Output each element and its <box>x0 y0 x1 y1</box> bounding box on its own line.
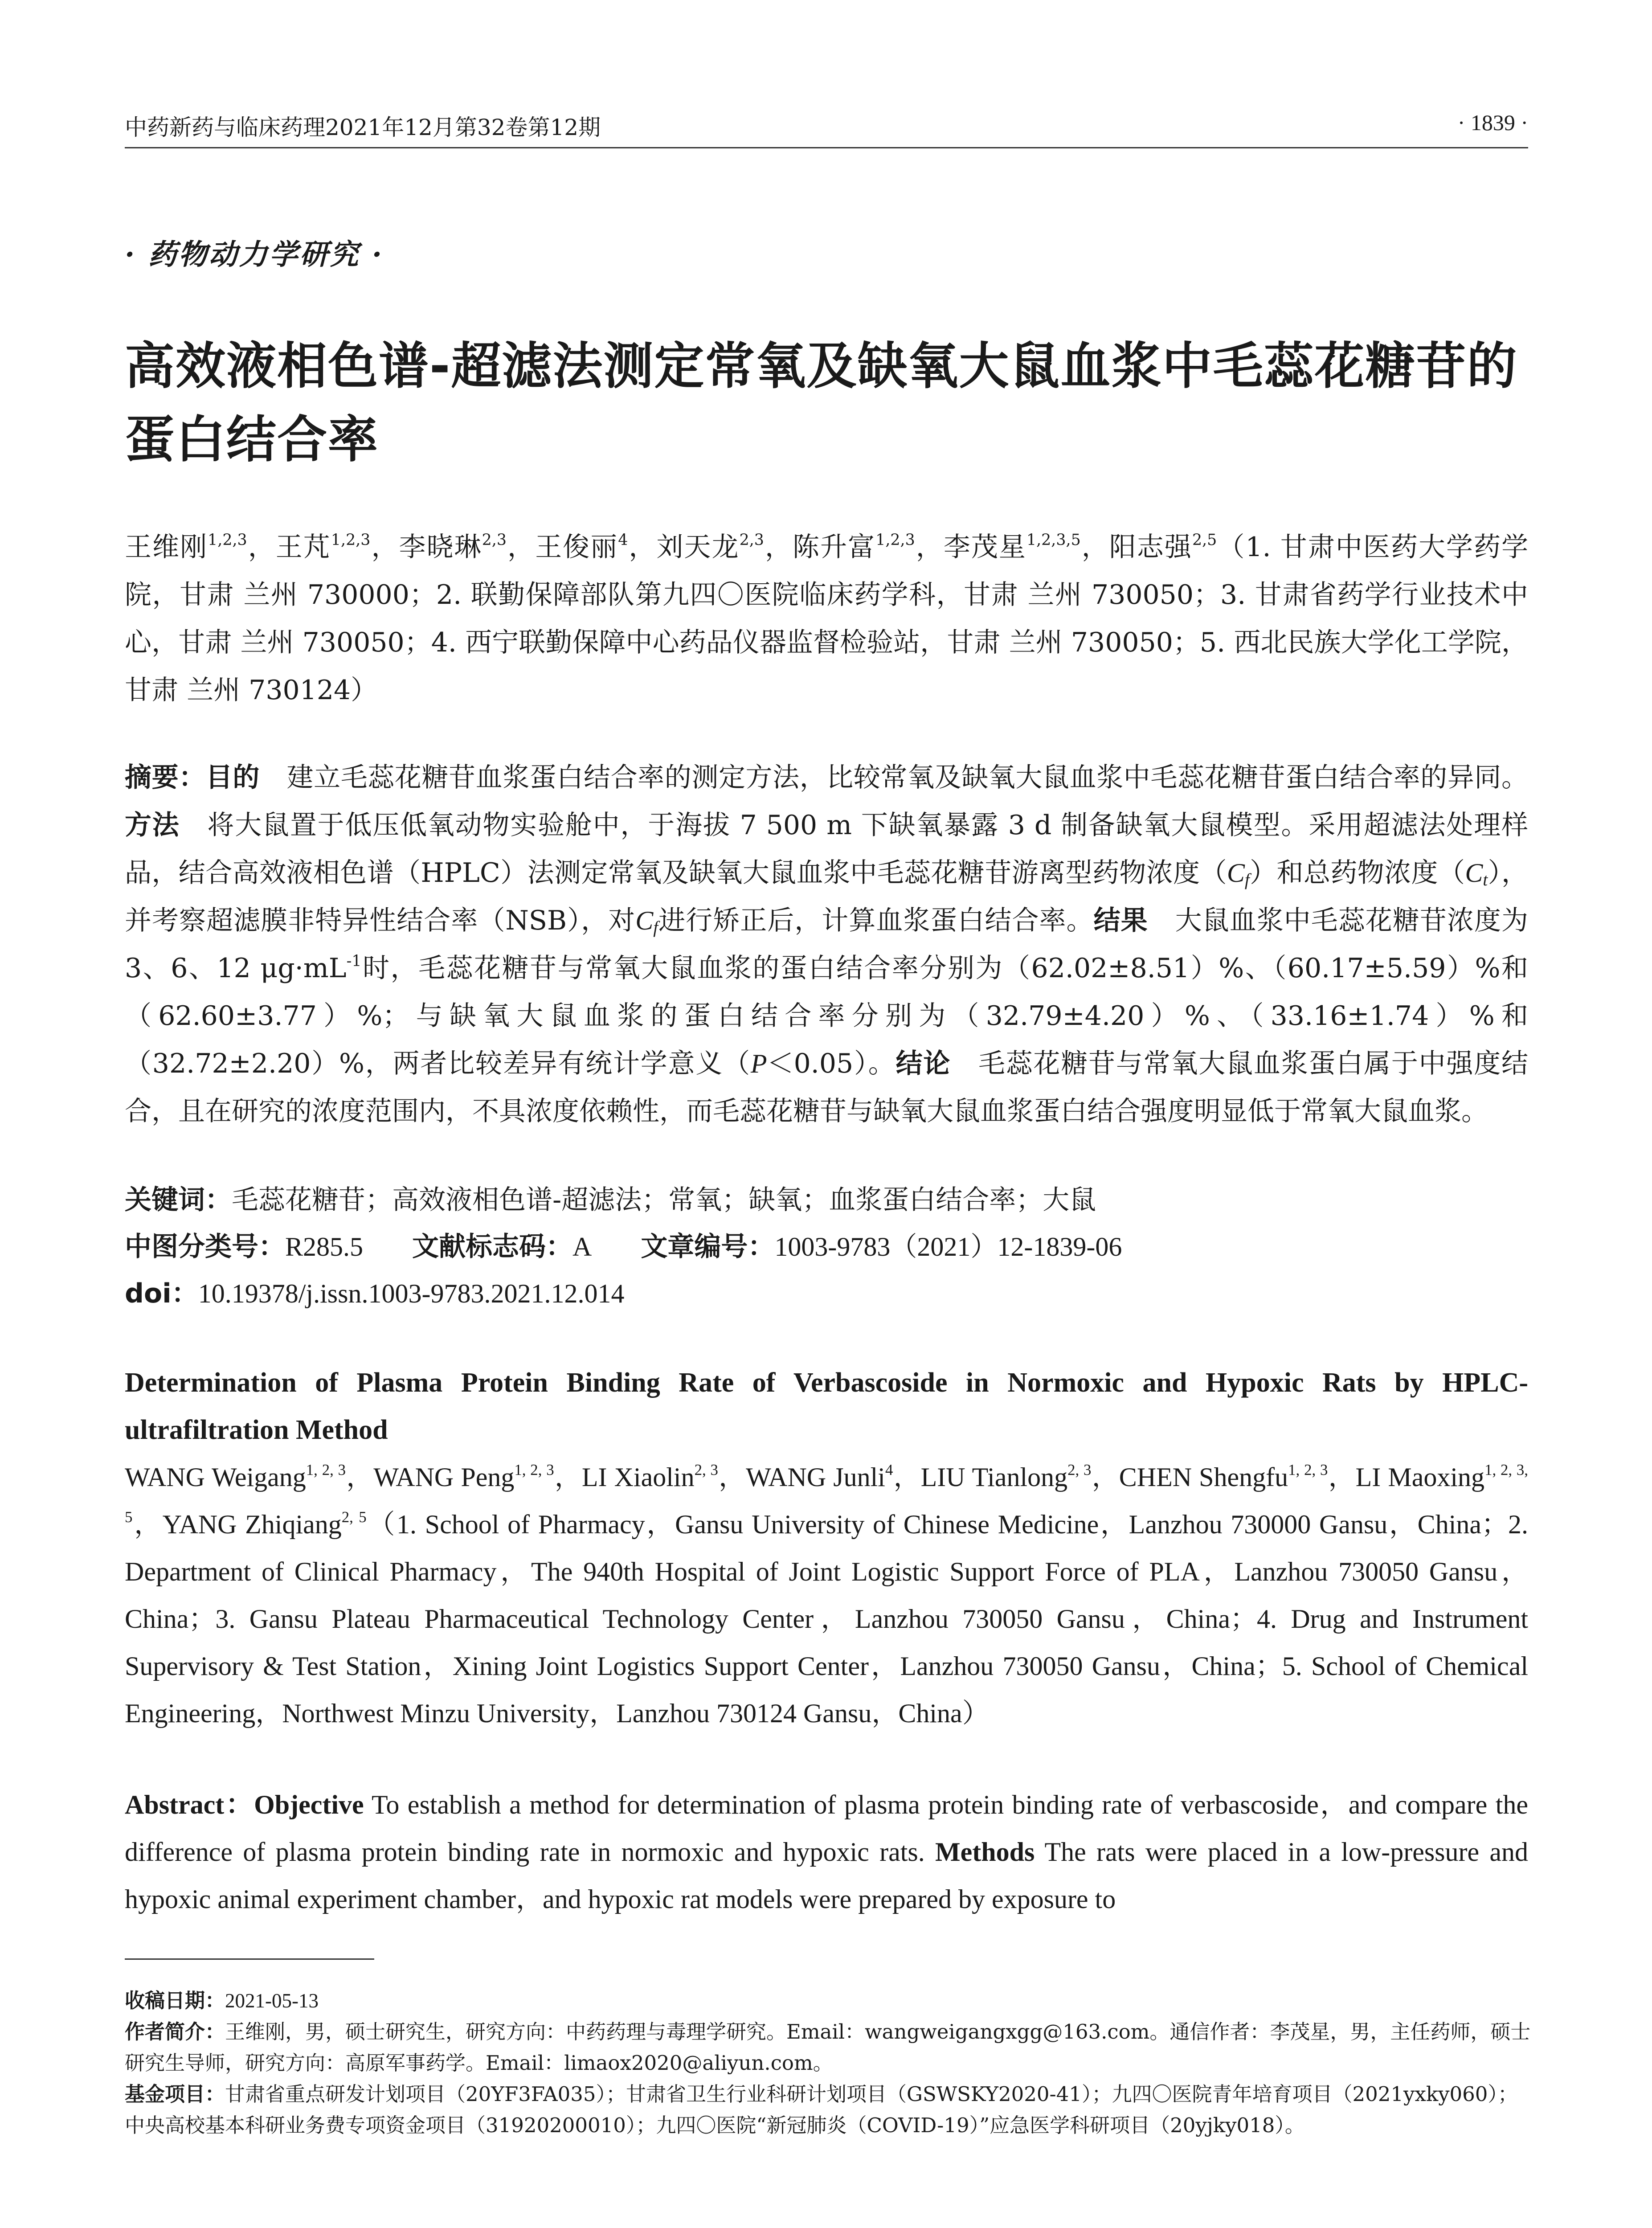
symbol-cf: C <box>1227 858 1245 888</box>
author-affil: 2,5 <box>1192 531 1217 549</box>
classification-line <box>125 1225 1528 1269</box>
article-number-value: 1003-9783（2021）12-1839-06 <box>774 1232 1122 1261</box>
author-affil: 2,3 <box>482 531 507 549</box>
symbol-cf-sub: f <box>653 917 658 937</box>
conclusion-text: 毛蕊花糖苷与常氧大鼠血浆蛋白属于中强度结合，且在研究的浓度范围内，不具浓度依赖性，而毛蕊花糖苷与缺氧大鼠血浆蛋白结合强度明显低于常氧大鼠血浆。 <box>125 1048 1529 1127</box>
author-affil: 1,2,3,5 <box>1026 531 1081 549</box>
author-affil: 1, 2, 3 <box>306 1461 346 1479</box>
author: ，LI Xiaolin <box>554 1462 695 1492</box>
keywords <box>125 1176 1528 1224</box>
doi-label: doi： <box>125 1278 198 1309</box>
author: ，李晓琳 <box>370 532 482 563</box>
doi-link[interactable]: 10.19378/j.issn.1003-9783.2021.12.014 <box>198 1279 625 1308</box>
conclusion-label: 结论 <box>896 1048 951 1079</box>
author-affil: 2, 3 <box>694 1461 718 1479</box>
journal-info: 中药新药与临床药理2021年12月第32卷第12期 <box>125 115 601 140</box>
author-affil: 1,2,3 <box>875 531 915 549</box>
objective-text: 建立毛蕊花糖苷血浆蛋白结合率的测定方法，比较常氧及缺氧大鼠血浆中毛蕊花糖苷蛋白结合率的异同。 <box>259 762 1529 793</box>
author: ，阳志强 <box>1080 532 1192 563</box>
author: ，WANG Peng <box>346 1462 515 1492</box>
fund-text: 甘肃省重点研发计划项目（20YF3FA035）；甘肃省卫生行业科研计划项目（GSWSKY2020-41）；九四〇医院青年培育项目（2021yxky060）；中央高校基本科研业务费专项资金项目（31920200010）；九四〇医院“新冠肺炎（COVID-19）”应急医学科研项目（20yjky018）。 <box>125 2082 1518 2137</box>
section-label: · 药物动力学研究 · <box>125 238 384 271</box>
author: ，陈升富 <box>764 532 876 563</box>
author: ，CHEN Shengfu <box>1091 1462 1288 1492</box>
results-text: ＜0.05）。 <box>767 1048 896 1079</box>
methods-label: 方法 <box>125 810 180 841</box>
abstract-label: Abstract： <box>125 1790 254 1819</box>
article-number-label: 文章编号： <box>641 1231 775 1262</box>
author: ，YANG Zhiqiang <box>132 1510 342 1539</box>
author-affil: 1, 2, 3 <box>1288 1461 1328 1479</box>
symbol-ct-sub: t <box>1483 870 1488 889</box>
symbol-p: P <box>750 1049 767 1078</box>
footnotes <box>125 1985 1533 2141</box>
clc-value: R285.5 <box>285 1232 364 1261</box>
author: ，WANG Junli <box>718 1462 885 1492</box>
methods-text: The rats were placed in a low-pressure and hypoxic animal experiment chamber，and hypoxic rat models were prepared by exposure to <box>125 1837 1528 1914</box>
funding <box>125 2079 1533 2141</box>
objective-label: Objective <box>254 1790 364 1819</box>
header-rule <box>125 147 1528 148</box>
affiliations-cn: （1. 甘肃中医药大学药学院，甘肃 兰州 730000；2. 联勤保障部队第九四〇医院临床药学科，甘肃 兰州 730050；3. 甘肃省药学行业技术中心，甘肃 兰州 730050；4. 西宁联勤保障中心药品仪器监督检验站，甘肃 兰州 730050；5. 西北民族大学化工学院，甘肃 兰州 730124） <box>125 532 1529 706</box>
objective-text: To establish a method for determination of plasma protein binding rate of verbascoside，and compare the difference of plasma protein binding rate in normoxic and hypoxic rats. <box>125 1790 1528 1867</box>
author-affil: 2,3 <box>739 531 764 549</box>
abstract-label: 摘要： <box>125 762 206 793</box>
bio-label: 作者简介： <box>125 2020 225 2044</box>
author: ，王芃 <box>247 532 331 563</box>
symbol-cf-sub: f <box>1244 870 1250 889</box>
article-title: 高效液相色谱-超滤法测定常氧及缺氧大鼠血浆中毛蕊花糖苷的蛋白结合率 <box>125 337 1518 469</box>
footnote-rule <box>125 1958 374 1960</box>
received-date <box>125 1985 1533 2016</box>
keywords-label: 关键词： <box>125 1184 232 1216</box>
author: 王维刚 <box>125 532 208 563</box>
keywords-text: 毛蕊花糖苷；高效液相色谱-超滤法；常氧；缺氧；血浆蛋白结合率；大鼠 <box>232 1184 1096 1216</box>
running-header <box>125 110 1528 145</box>
results-text: 大鼠血浆中毛蕊花糖苷浓度为 3、6、12 μg·mL <box>125 905 1529 984</box>
methods-text: 将大鼠置于低压低氧动物实验舱中，于海拔 7 500 m 下缺氧暴露 3 d 制备缺氧大鼠模型。采用超滤法处理样品，结合高效液相色谱（HPLC）法测定常氧及缺氧大鼠血浆中毛蕊花糖苷游离型药物浓度（ <box>125 810 1528 889</box>
received-value: 2021-05-13 <box>225 1990 319 2012</box>
doc-code-label: 文献标志码： <box>412 1231 573 1262</box>
clc-label: 中图分类号： <box>125 1231 285 1262</box>
affiliations-en: （1. School of Pharmacy，Gansu University of Chinese Medicine，Lanzhou 730000 Gansu，China；2. Department of Clinical Pharmacy，The 940th Hospital of Joint Logistic Support Force of PLA，Lanzhou 730050 Gansu，China；3. Gansu Plateau Pharmaceutical Technology Center，Lanzhou 730050 Gansu，China；4. Drug and Instrument Supervisory & Test Station，Xining Joint Logistics Support Center，Lanzhou 730050 Gansu，China；5. School of Chemical Engineering，Northwest Minzu University，Lanzhou 730124 Gansu，China） <box>125 1510 1528 1728</box>
methods-text: ），并考察超滤膜非特异性结合率（NSB），对 <box>125 857 1529 936</box>
author-affil: 2, 3 <box>1067 1461 1092 1479</box>
methods-text: ）和总药物浓度（ <box>1249 857 1465 889</box>
author: ，LIU Tianlong <box>893 1462 1068 1492</box>
methods-text: 进行矫正后，计算血浆蛋白结合率。 <box>658 905 1094 936</box>
author: WANG Weigang <box>125 1462 306 1492</box>
results-label: 结果 <box>1093 905 1148 936</box>
doc-code-value: A <box>572 1232 592 1261</box>
english-abstract <box>125 1781 1528 1923</box>
symbol-ct: C <box>1465 858 1483 888</box>
author-affil: 1,2,3 <box>208 531 247 549</box>
fund-label: 基金项目： <box>125 2082 225 2106</box>
author: ，刘天龙 <box>628 532 740 563</box>
symbol-cf: C <box>635 906 654 935</box>
authors-cn <box>125 524 1528 714</box>
abstract-cn <box>125 754 1528 1135</box>
author: ，李茂星 <box>915 532 1026 563</box>
author-bio <box>125 2016 1533 2079</box>
author-affil: 4 <box>885 1461 893 1479</box>
bio-text: 王维刚，男，硕士研究生，研究方向：中药药理与毒理学研究。Email：wangweigangxgg@163.com。通信作者：李茂星，男，主任药师，硕士研究生导师，研究方向：高原军事药学。Email：limaox2020@aliyun.com。 <box>125 2020 1531 2075</box>
doi-line <box>125 1271 1528 1316</box>
author: ，王俊丽 <box>507 532 618 563</box>
results-text: 时，毛蕊花糖苷与常氧大鼠血浆的蛋白结合率分别为（62.02±8.51）%、（60.17±5.59）%和（62.60±3.77）%；与缺氧大鼠血浆的蛋白结合率分别为（32.79±4.20）%、（33.16±1.74）%和（32.72±2.20）%，两者比较差异有统计学意义（ <box>125 953 1528 1079</box>
objective-label: 目的 <box>205 762 260 793</box>
page-number: · 1839 · <box>1457 110 1528 135</box>
author-affil: 4 <box>618 531 628 549</box>
author-affil: 1,2,3 <box>331 531 371 549</box>
english-authors <box>125 1454 1528 1737</box>
author-affil: 2, 5 <box>341 1508 367 1526</box>
methods-label: Methods <box>935 1837 1035 1867</box>
author: ，LI Maoxing <box>1328 1462 1485 1492</box>
unit-exponent: -1 <box>346 952 362 970</box>
received-label: 收稿日期： <box>125 1989 225 2012</box>
author-affil: 1, 2, 3 <box>514 1461 554 1479</box>
author-affil: 1, 2, 3, 5 <box>125 1461 1529 1526</box>
english-title: Determination of Plasma Protein Binding Rate of Verbascoside in Normoxic and Hypoxic Rats by HPLC-ultrafiltration Method <box>125 1368 1528 1445</box>
